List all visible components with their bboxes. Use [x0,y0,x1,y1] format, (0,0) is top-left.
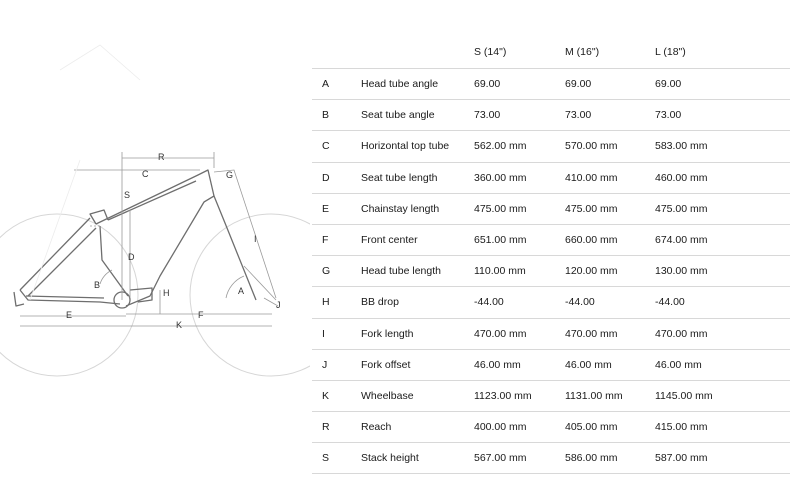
table-row [312,255,790,286]
value-m: 405.00 mm [565,421,618,434]
label-b: B [94,280,101,290]
value-s: 46.00 mm [474,358,521,371]
value-l: 69.00 [655,78,682,90]
row-label: Head tube angle [361,78,439,90]
ghost-frame-outline [30,45,140,300]
label-c: C [142,169,149,179]
row-label: BB drop [361,296,399,309]
value-s: 360.00 mm [474,171,527,184]
value-l: 73.00 [655,109,682,122]
row-key: J [322,358,328,371]
label-e: E [66,310,73,320]
value-s: 69.00 [474,78,501,90]
label-d: D [128,252,135,262]
label-g: G [226,170,234,180]
value-s: 651.00 mm [474,233,527,246]
value-m: 46.00 mm [565,358,612,371]
row-label: Stack height [361,452,419,465]
table-row [312,442,790,474]
value-l: 46.00 mm [655,358,702,371]
row-label: Chainstay length [361,202,440,215]
table-row [312,224,790,255]
value-s: 567.00 mm [474,452,527,465]
rear-wheel [0,214,138,376]
value-m: 1131.00 mm [565,389,623,402]
row-key: S [322,452,330,465]
geometry-table [312,36,790,474]
bike-frame [14,170,256,308]
value-l: 475.00 mm [655,202,708,215]
row-label: Fork length [361,327,414,340]
row-key: G [322,265,331,278]
row-key: A [322,78,330,90]
value-m: 470.00 mm [565,327,618,340]
label-j: J [276,300,281,310]
value-l: 674.00 mm [655,233,708,246]
row-key: B [322,109,330,122]
value-s: 110.00 mm [474,265,526,278]
value-m: 586.00 mm [565,452,618,465]
row-label: Reach [361,421,392,434]
label-k: K [176,320,183,330]
row-key: E [322,202,330,215]
table-row [312,162,790,193]
table-row [312,286,790,317]
value-l: 1145.00 mm [655,389,713,402]
column-header-size-s: S (14") [474,46,507,58]
row-label: Fork offset [361,358,411,371]
row-label: Wheelbase [361,389,414,402]
row-key: K [322,389,330,402]
value-l: 587.00 mm [655,452,708,465]
value-l: 130.00 mm [655,265,708,278]
value-m: 660.00 mm [565,233,618,246]
row-key: R [322,421,330,434]
table-header [312,36,790,68]
value-m: 410.00 mm [565,171,618,184]
value-s: 470.00 mm [474,327,527,340]
front-wheel [190,214,310,376]
label-h: H [163,288,170,298]
row-label: Head tube length [361,265,441,278]
table-row [312,68,790,99]
value-l: -44.00 [655,296,685,309]
value-m: 73.00 [565,109,592,122]
label-a: A [238,286,245,296]
value-l: 470.00 mm [655,327,708,340]
value-m: 475.00 mm [565,202,618,215]
table-row [312,349,790,380]
value-s: -44.00 [474,296,504,309]
value-s: 400.00 mm [474,421,527,434]
row-label: Front center [361,233,418,246]
value-l: 583.00 mm [655,140,708,153]
row-label: Horizontal top tube [361,140,450,153]
row-label: Seat tube length [361,171,438,184]
row-key: D [322,171,330,184]
value-s: 1123.00 mm [474,389,532,402]
value-m: -44.00 [565,296,595,309]
table-row [312,318,790,349]
label-s: S [124,190,131,200]
bike-geometry-diagram [0,0,310,500]
label-f: F [198,310,204,320]
table-row [312,411,790,442]
label-r: R [158,152,165,162]
table-row [312,380,790,411]
value-m: 69.00 [565,78,592,90]
value-m: 570.00 mm [565,140,618,153]
table-row [312,130,790,161]
value-s: 475.00 mm [474,202,527,215]
value-l: 460.00 mm [655,171,708,184]
row-key: F [322,233,329,246]
column-header-size-l: L (18") [655,46,686,58]
row-key: I [322,327,325,340]
value-s: 562.00 mm [474,140,527,153]
value-m: 120.00 mm [565,265,618,278]
value-s: 73.00 [474,109,501,122]
row-key: H [322,296,330,309]
label-i: I [254,234,257,244]
table-row [312,99,790,130]
table-row [312,193,790,224]
row-label: Seat tube angle [361,109,435,122]
column-header-size-m: M (16") [565,46,600,58]
value-l: 415.00 mm [655,421,708,434]
row-key: C [322,140,330,153]
